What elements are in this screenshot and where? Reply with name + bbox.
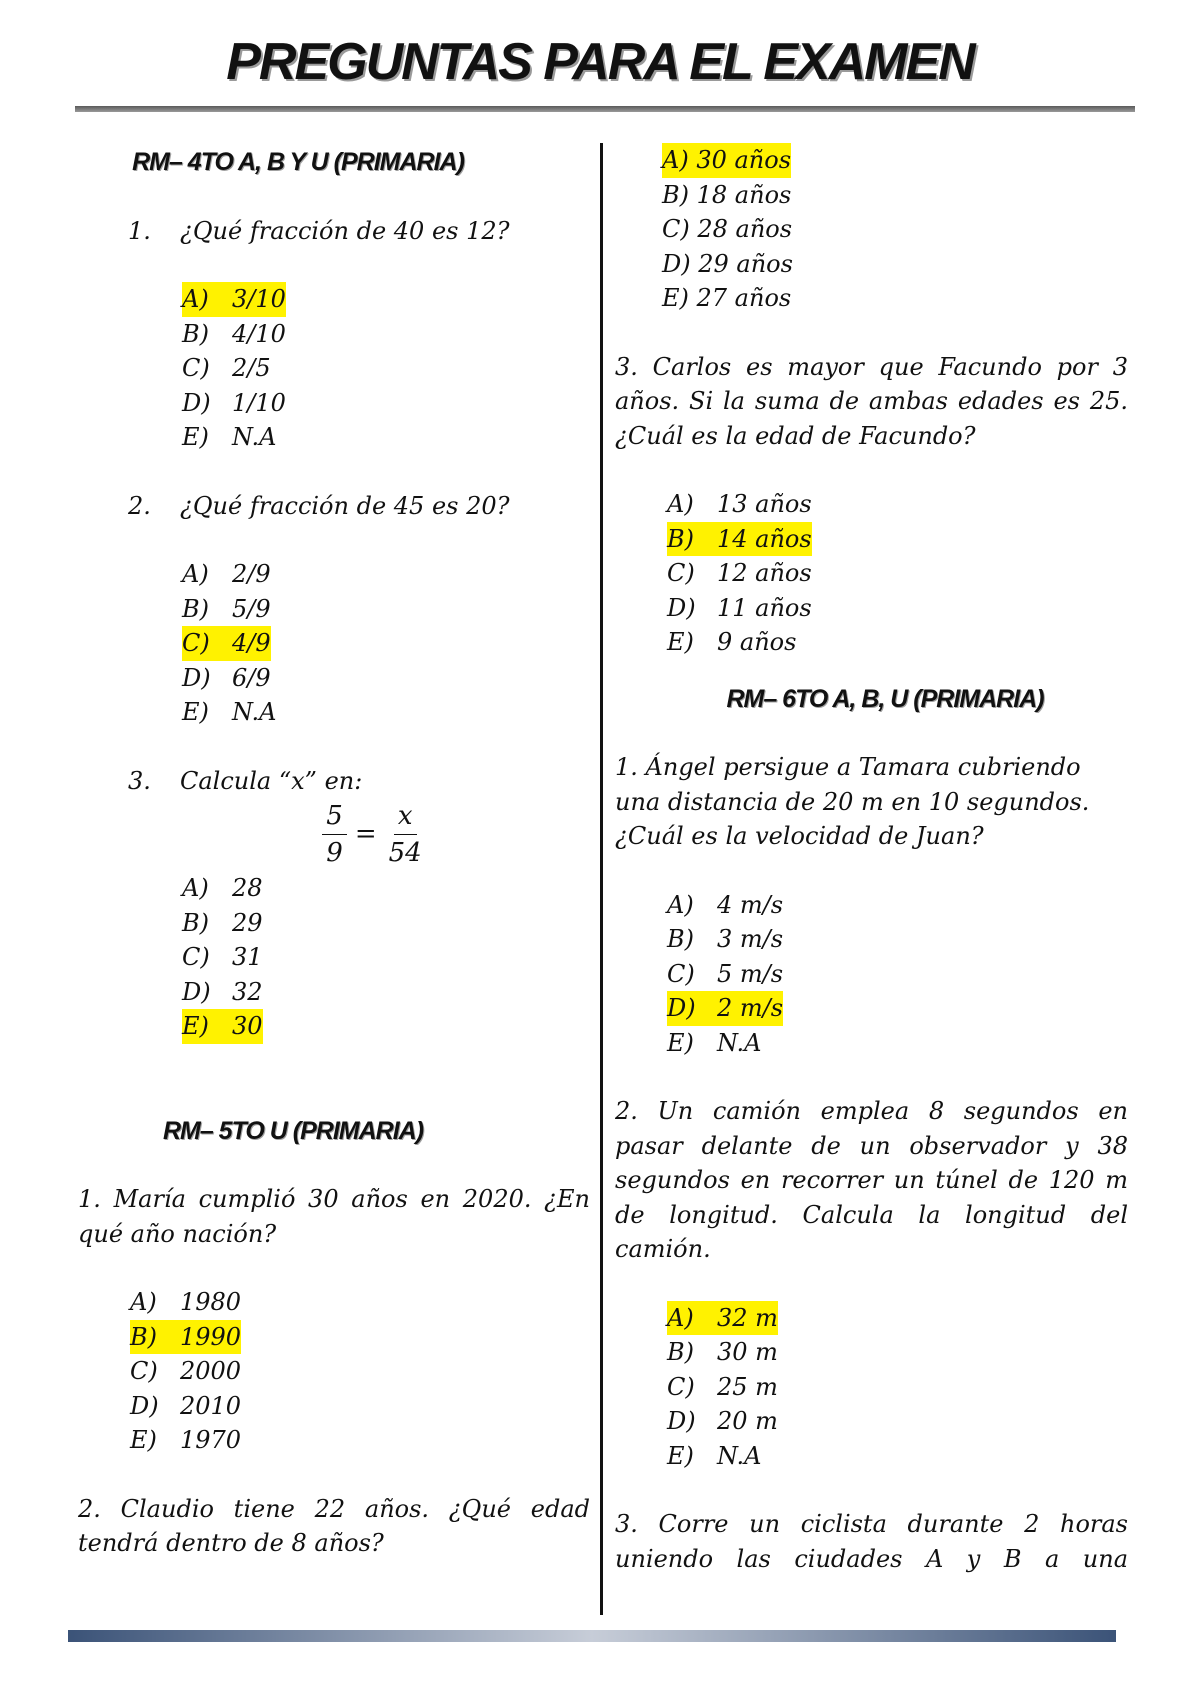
question-4to-2 bbox=[78, 489, 590, 524]
option-e: E) N.A bbox=[182, 698, 277, 726]
left-column bbox=[78, 145, 590, 1561]
options-4to-3 bbox=[78, 871, 590, 1044]
option-e: E) 9 años bbox=[667, 628, 797, 656]
option-c: C) 25 m bbox=[667, 1372, 778, 1401]
option-e: E) N.A bbox=[182, 423, 277, 451]
option-b: B) 4/10 bbox=[182, 319, 286, 348]
option-d: D) 2010 bbox=[130, 1391, 242, 1420]
option-c: C) 2000 bbox=[130, 1357, 242, 1385]
option-a: A) 2/9 bbox=[182, 560, 271, 588]
option-d: D) 20 m bbox=[667, 1407, 778, 1435]
options-5to-1 bbox=[78, 1285, 590, 1458]
option-e: E) 30 bbox=[182, 1009, 590, 1044]
section-title-4to: RM– 4TO A, B Y U (PRIMARIA) bbox=[132, 148, 464, 176]
option-a: A) 32 m bbox=[667, 1301, 1128, 1336]
option-c: C) 2/5 bbox=[182, 354, 271, 382]
question-number: 2. bbox=[128, 491, 151, 520]
question-4to-3 bbox=[78, 764, 590, 799]
option-b: B) 14 años bbox=[667, 522, 1128, 557]
right-column bbox=[615, 143, 1128, 1576]
option-a: A) 28 bbox=[182, 874, 263, 902]
question-5to-3-text: 3. Carlos es mayor que Facundo por 3 años. Si la suma de ambas edades es 25. ¿Cuál es la edad de Facundo? bbox=[615, 352, 1128, 450]
options-5to-3 bbox=[615, 487, 1128, 660]
option-d: D) 6/9 bbox=[182, 663, 271, 692]
option-d: D) 32 bbox=[182, 977, 263, 1006]
option-e: E) N.A bbox=[667, 1028, 762, 1057]
question-text: Calcula “x” en: bbox=[180, 766, 363, 795]
option-b: B) 3 m/s bbox=[667, 925, 784, 953]
options-5to-2 bbox=[615, 143, 1128, 316]
footer-bar bbox=[68, 1630, 1116, 1642]
options-4to-2 bbox=[78, 557, 590, 730]
section-title-5to: RM– 5TO U (PRIMARIA) bbox=[162, 1116, 424, 1145]
option-c: C) 5 m/s bbox=[667, 959, 784, 988]
option-b: B) 29 bbox=[182, 908, 263, 937]
option-c: C) 31 bbox=[182, 943, 263, 971]
question-4to-1 bbox=[78, 214, 590, 249]
question-6to-3-text: 3. Corre un ciclista durante 2 horas uniendo las ciudades A y B a una bbox=[615, 1510, 1128, 1573]
question-number: 3. bbox=[128, 766, 151, 795]
option-d: D) 1/10 bbox=[182, 388, 286, 417]
option-e: E) 1970 bbox=[130, 1426, 242, 1454]
option-d: D) 2 m/s bbox=[667, 991, 1128, 1026]
option-a: A) 4 m/s bbox=[667, 890, 784, 919]
option-b: B) 1990 bbox=[130, 1320, 590, 1355]
title-rule bbox=[75, 106, 1135, 112]
column-divider bbox=[600, 143, 603, 1615]
options-6to-2 bbox=[615, 1301, 1128, 1474]
fraction-equation: $\frac{5}{9}$ = $\frac{x}{54}$ bbox=[78, 798, 590, 871]
option-d: D) 11 años bbox=[667, 593, 812, 622]
option-c: C) 4/9 bbox=[182, 626, 590, 661]
page-title: PREGUNTAS PARA EL EXAMEN bbox=[226, 33, 974, 91]
question-text: ¿Qué fracción de 40 es 12? bbox=[180, 216, 510, 245]
question-6to-1-text: 1. Ángel persigue a Tamara cubriendo una distancia de 20 m en 10 segundos. ¿Cuál es la velocidad de Juan? bbox=[615, 753, 1090, 850]
option-d: D) 29 años bbox=[662, 249, 793, 278]
option-b: B) 30 m bbox=[667, 1338, 778, 1366]
options-4to-1 bbox=[78, 282, 590, 455]
options-6to-1 bbox=[615, 888, 1128, 1061]
option-b: B) 5/9 bbox=[182, 594, 271, 623]
option-e: E) N.A bbox=[667, 1441, 762, 1470]
question-5to-2-text: 2. Claudio tiene 22 años. ¿Qué edad tendrá dentro de 8 años? bbox=[78, 1494, 590, 1557]
question-number: 1. bbox=[128, 216, 151, 245]
question-5to-1-text: 1. María cumplió 30 años en 2020. ¿En qué año nación? bbox=[78, 1185, 590, 1248]
option-a: A) 3/10 bbox=[182, 282, 590, 317]
option-a: A) 13 años bbox=[667, 490, 812, 518]
question-text: ¿Qué fracción de 45 es 20? bbox=[180, 491, 510, 520]
option-c: C) 28 años bbox=[662, 215, 793, 243]
question-6to-2-text: 2. Un camión emplea 8 segundos en pasar delante de un observador y 38 segundos en recorrer un túnel de 120 m de longitud. Calcula la longitud del camión. bbox=[615, 1097, 1128, 1263]
option-c: C) 12 años bbox=[667, 559, 812, 587]
option-a: A) 30 años bbox=[662, 143, 1128, 178]
option-b: B) 18 años bbox=[662, 180, 792, 209]
option-a: A) 1980 bbox=[130, 1288, 242, 1316]
section-title-6to: RM– 6TO A, B, U (PRIMARIA) bbox=[726, 684, 1044, 713]
option-e: E) 27 años bbox=[662, 284, 792, 312]
